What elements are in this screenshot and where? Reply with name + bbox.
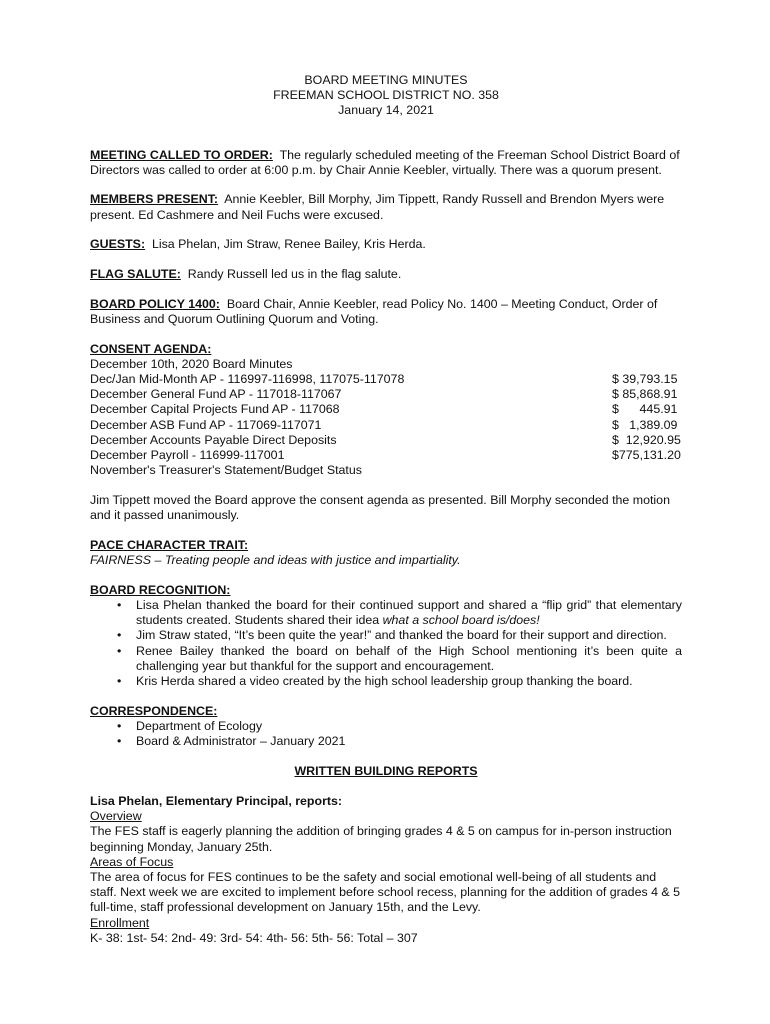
- recognition-text: Kris Herda shared a video created by the high school leadership group thanking the board.: [136, 673, 633, 688]
- consent-item-desc: December Payroll - 116999-117001: [90, 448, 285, 463]
- consent-item-desc: December Capital Projects Fund AP - 117068: [90, 402, 340, 417]
- overview-text: The FES staff is eagerly planning the addition of bringing grades 4 & 5 on campus for in-person instruction beginning Monday, January 25th.: [90, 824, 672, 854]
- consent-agenda-label: CONSENT AGENDA:: [90, 341, 212, 356]
- header-district: FREEMAN SCHOOL DISTRICT NO. 358: [273, 88, 499, 103]
- guests-label: GUESTS:: [90, 237, 146, 252]
- consent-item-amount: $775,131.20: [612, 448, 681, 463]
- consent-item-amount: [612, 357, 682, 372]
- bullet-icon: •: [117, 718, 122, 733]
- consent-item-desc: Dec/Jan Mid-Month AP - 116997-116998, 117075-117078: [90, 372, 405, 387]
- flag-salute-section: [90, 267, 682, 282]
- recognition-text: Jim Straw stated, “It’s been quite the year!” and thanked the board for their support and direction.: [136, 628, 667, 643]
- consent-item-amount: $ 85,868.91: [612, 387, 678, 402]
- principal-report-section: [90, 794, 682, 946]
- list-item: [90, 734, 682, 749]
- bullet-icon: •: [117, 673, 122, 688]
- consent-item-amount: $ 1,389.09: [612, 417, 678, 432]
- header-title: BOARD MEETING MINUTES: [304, 73, 468, 87]
- consent-item-amount: [612, 463, 682, 478]
- pace-trait-section: [90, 538, 682, 568]
- consent-motion: Jim Tippett moved the Board approve the consent agenda as presented. Bill Morphy seconded the motion and it passed unanimously.: [90, 492, 670, 523]
- guests-section: [90, 237, 682, 252]
- bullet-icon: •: [117, 597, 122, 612]
- list-item: [90, 598, 682, 628]
- consent-item-amount: $ 39,793.15: [612, 372, 678, 387]
- list-item: [90, 674, 682, 689]
- recognition-emphasis: what a school board is/does!: [382, 613, 540, 628]
- bullet-icon: •: [117, 734, 122, 749]
- list-item: [90, 644, 682, 674]
- written-reports-title: WRITTEN BUILDING REPORTS: [294, 763, 478, 778]
- header-date: January 14, 2021: [338, 103, 434, 118]
- board-recognition-label: BOARD RECOGNITION:: [90, 582, 231, 597]
- called-to-order-section: [90, 148, 682, 178]
- pace-trait-label: PACE CHARACTER TRAIT:: [90, 537, 249, 552]
- focus-label: Areas of Focus: [90, 854, 174, 869]
- bullet-icon: •: [117, 628, 122, 643]
- enrollment-label: Enrollment: [90, 915, 150, 930]
- consent-item-desc: December General Fund AP - 117018-117067: [90, 387, 342, 402]
- correspondence-section: [90, 704, 682, 750]
- pace-trait-text: FAIRNESS – Treating people and ideas with justice and impartiality.: [90, 553, 461, 567]
- list-item: [90, 719, 682, 734]
- consent-item-amount: $ 12,920.95: [612, 432, 681, 447]
- called-to-order-label: MEETING CALLED TO ORDER:: [90, 147, 273, 162]
- recognition-text: Renee Bailey thanked the board on behalf of the High School mentioning it’s been quite a challenging year but thankful for the support and encouragement.: [136, 643, 682, 673]
- minutes-page: [90, 73, 682, 946]
- consent-item-desc: December 10th, 2020 Board Minutes: [90, 356, 293, 371]
- board-policy-section: [90, 297, 682, 327]
- consent-item: [90, 402, 682, 417]
- principal-heading: Lisa Phelan, Elementary Principal, reports:: [90, 793, 343, 808]
- document-header: [90, 73, 682, 119]
- called-to-order-text: The regularly scheduled meeting of the Freeman School District Board of Directors was called to order at 6:00 p.m. by Chair Annie Keebler, virtually. There was a quorum present.: [90, 147, 680, 177]
- flag-salute-label: FLAG SALUTE:: [90, 267, 181, 282]
- board-policy-text: Board Chair, Annie Keebler, read Policy No. 1400 – Meeting Conduct, Order of Business and Quorum Outlining Quorum and Voting.: [90, 296, 658, 326]
- consent-item-amount: $ 445.91: [612, 402, 678, 417]
- flag-salute-text: Randy Russell led us in the flag salute.: [187, 267, 402, 282]
- overview-label: Overview: [90, 809, 142, 824]
- board-policy-label: BOARD POLICY 1400:: [90, 296, 220, 311]
- correspondence-list: [90, 719, 682, 749]
- members-present-label: MEMBERS PRESENT:: [90, 192, 219, 207]
- consent-agenda-section: [90, 342, 682, 479]
- correspondence-item: Department of Ecology: [136, 718, 263, 733]
- consent-item: [90, 387, 682, 402]
- enrollment-text: K- 38: 1st- 54: 2nd- 49: 3rd- 54: 4th- 56: 5th- 56: Total – 307: [90, 930, 418, 945]
- consent-item: [90, 372, 682, 387]
- list-item: [90, 628, 682, 643]
- members-present-section: [90, 192, 682, 222]
- correspondence-item: Board & Administrator – January 2021: [136, 734, 346, 749]
- recognition-text: Lisa Phelan thanked the board for their continued support and shared a “flip grid” that elementary students created. Students shared their idea: [136, 597, 682, 628]
- consent-item-desc: December Accounts Payable Direct Deposits: [90, 432, 337, 447]
- consent-item: [90, 357, 682, 372]
- consent-item-desc: November's Treasurer's Statement/Budget Status: [90, 463, 362, 478]
- recognition-list: [90, 598, 682, 689]
- consent-item: [90, 448, 682, 463]
- consent-item-desc: December ASB Fund AP - 117069-117071: [90, 417, 322, 432]
- bullet-icon: •: [117, 643, 122, 658]
- consent-item: [90, 418, 682, 433]
- consent-item: [90, 463, 682, 478]
- board-recognition-section: [90, 583, 682, 689]
- guests-text: Lisa Phelan, Jim Straw, Renee Bailey, Kris Herda.: [151, 237, 426, 252]
- members-present-text: Annie Keebler, Bill Morphy, Jim Tippett, Randy Russell and Brendon Myers were present. Ed Cashmere and Neil Fuchs were excused.: [90, 192, 665, 222]
- focus-text: The area of focus for FES continues to be the safety and social emotional well-being of all students and staff. Next week we are excited to implement before school recess, planning for the addition of grades 4 & 5 full-time, staff professional development on January 15th, and the Levy.: [90, 869, 681, 915]
- correspondence-label: CORRESPONDENCE:: [90, 703, 218, 718]
- consent-item: [90, 433, 682, 448]
